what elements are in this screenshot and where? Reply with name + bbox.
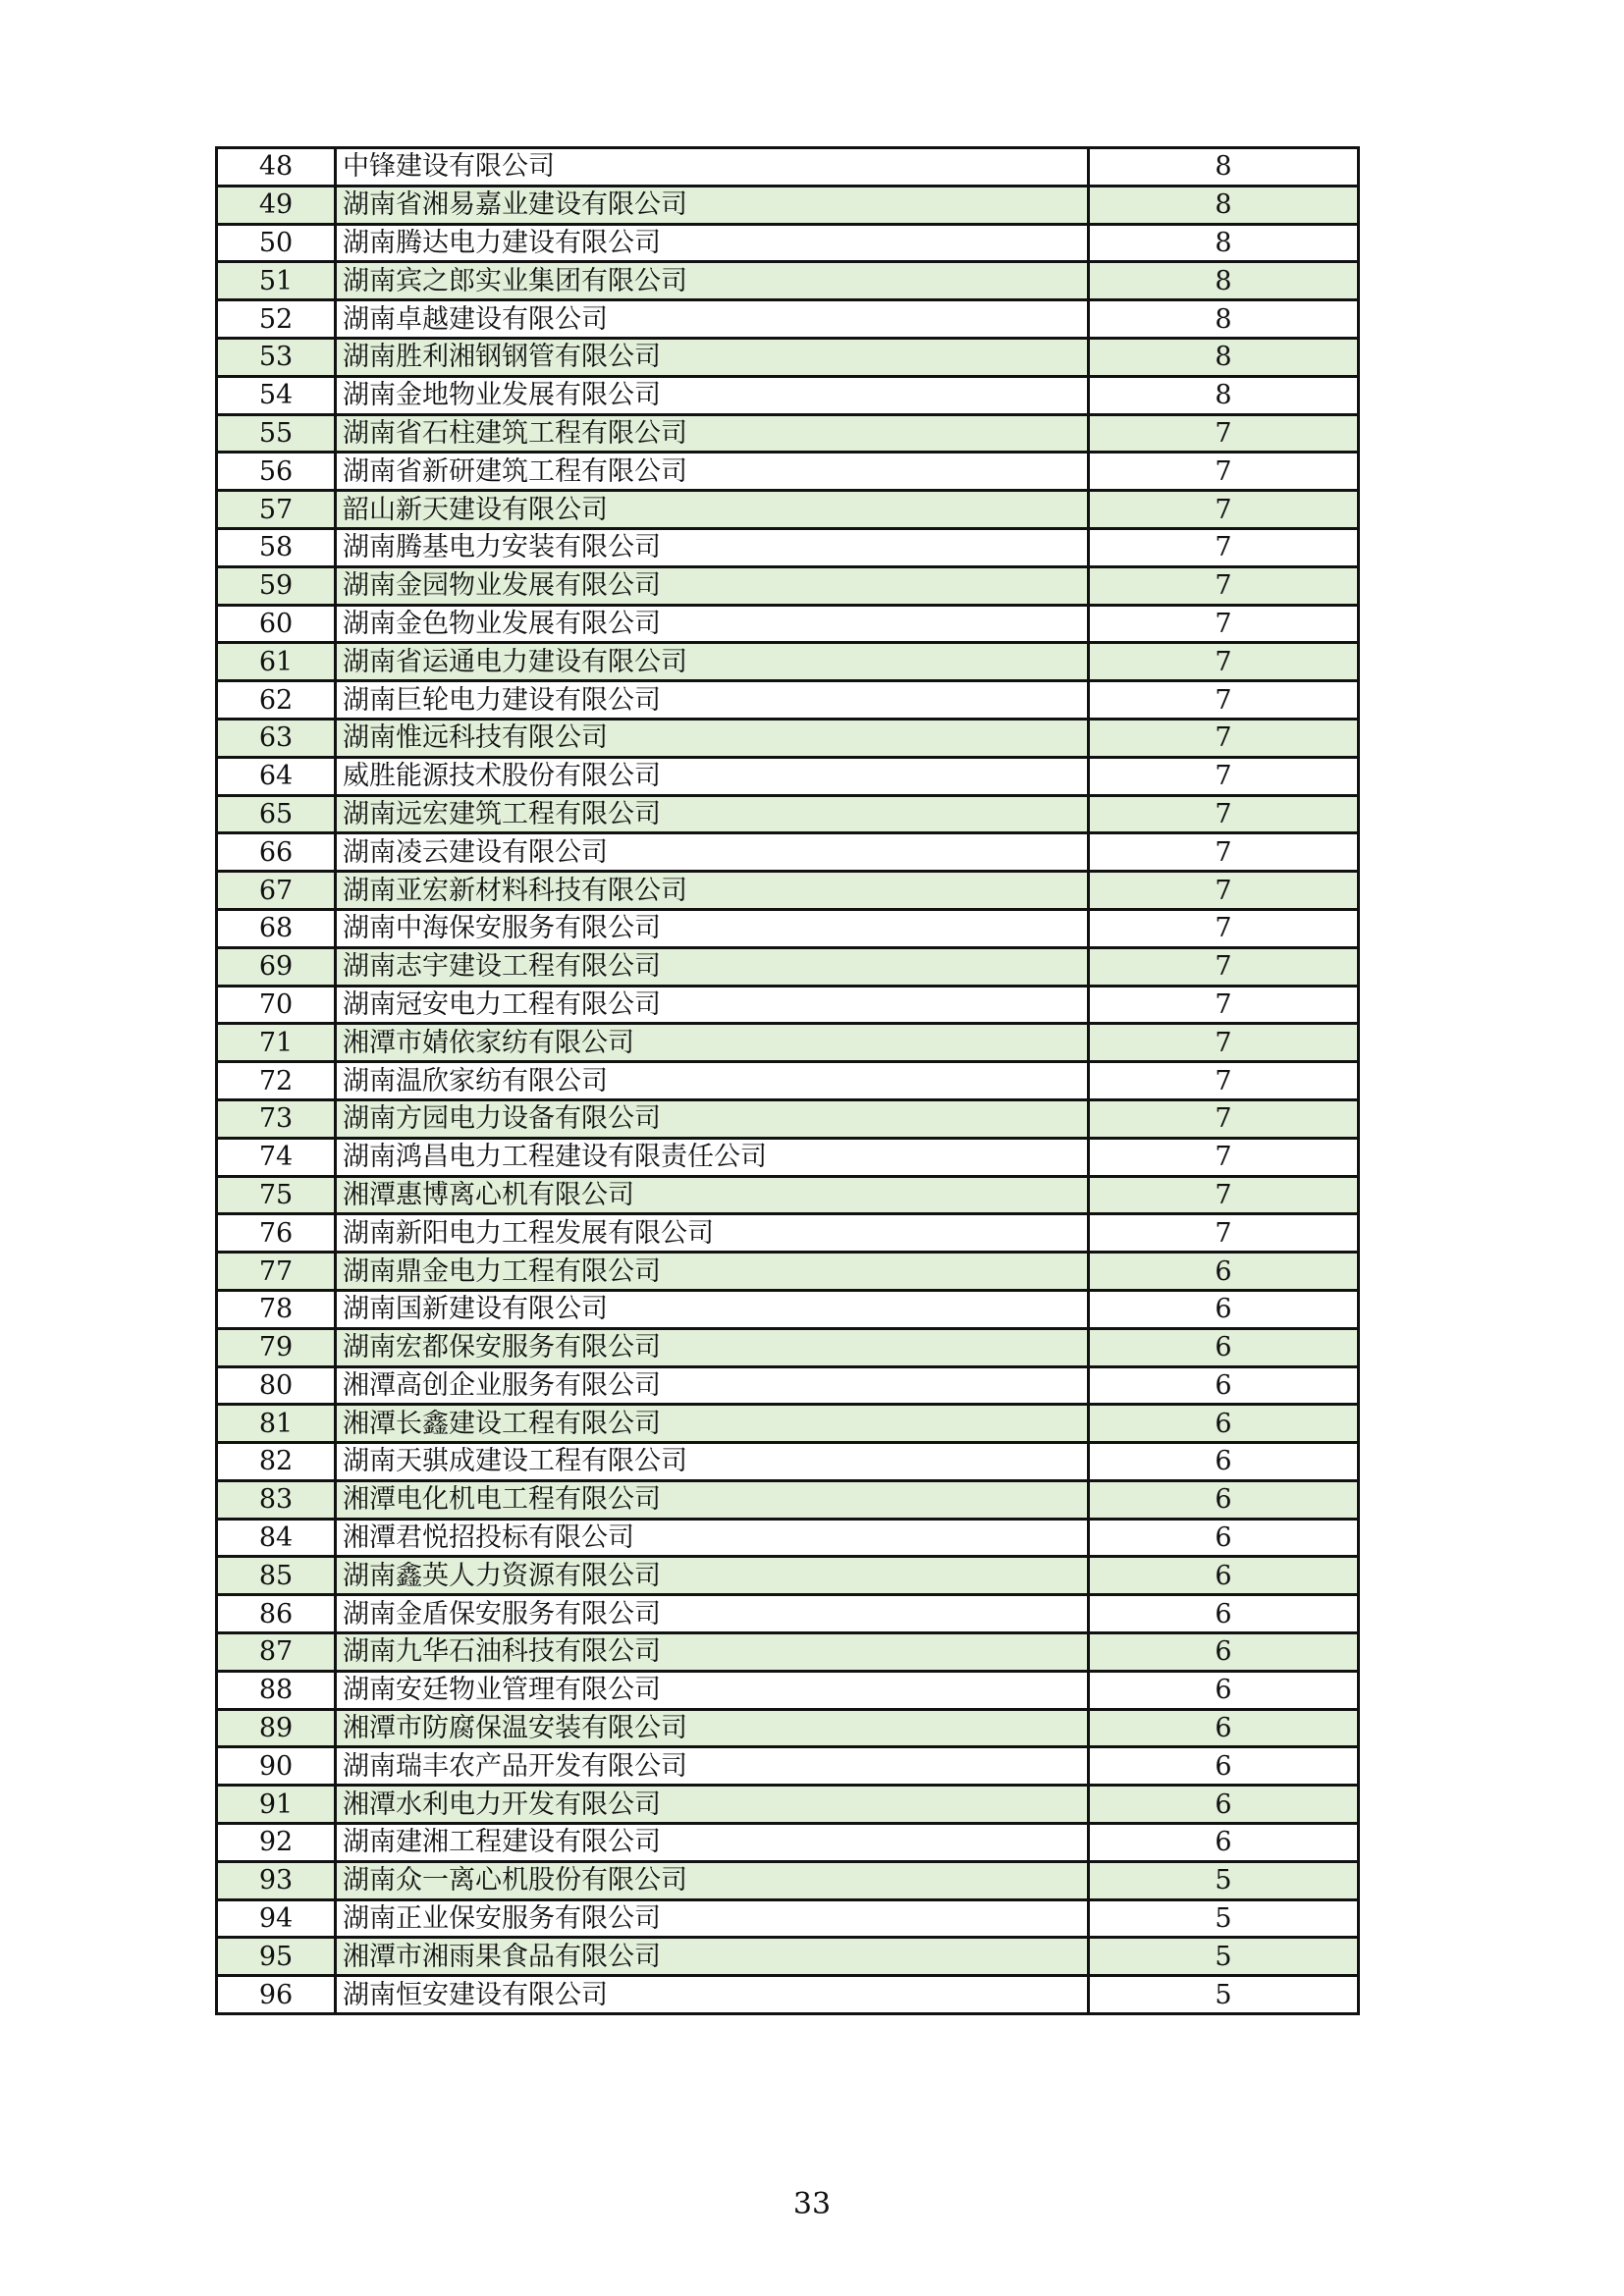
score-cell: 7 [1089,1176,1359,1214]
table-row [217,148,1359,187]
row-number-cell: 71 [217,1024,336,1062]
table-row [217,300,1359,339]
company-name-cell: 湖南腾达电力建设有限公司 [336,224,1089,262]
table-row [217,186,1359,224]
company-name-cell: 湖南中海保安服务有限公司 [336,909,1089,947]
score-cell: 7 [1089,566,1359,605]
table-row [217,1861,1359,1899]
table-row [217,338,1359,376]
company-name-cell: 湖南志宇建设工程有限公司 [336,947,1089,986]
score-cell: 8 [1089,224,1359,262]
company-name-cell: 湖南凌云建设有限公司 [336,833,1089,872]
table-row [217,1938,1359,1976]
score-cell: 7 [1089,605,1359,643]
row-number-cell: 94 [217,1899,336,1938]
row-number-cell: 90 [217,1747,336,1786]
company-name-cell: 湘潭长鑫建设工程有限公司 [336,1405,1089,1443]
row-number-cell: 62 [217,681,336,720]
row-number-cell: 79 [217,1328,336,1366]
score-cell: 5 [1089,1976,1359,2014]
score-cell: 7 [1089,1214,1359,1253]
company-name-cell: 湖南九华石油科技有限公司 [336,1633,1089,1672]
row-number-cell: 73 [217,1099,336,1138]
score-cell: 7 [1089,681,1359,720]
table-row [217,1557,1359,1595]
score-cell: 7 [1089,1138,1359,1176]
table-row [217,643,1359,681]
company-name-cell: 湘潭电化机电工程有限公司 [336,1480,1089,1519]
ranking-table [215,146,1360,2015]
score-cell: 7 [1089,1024,1359,1062]
company-name-cell: 湖南众一离心机股份有限公司 [336,1861,1089,1899]
company-name-cell: 湖南安廷物业管理有限公司 [336,1671,1089,1709]
score-cell: 6 [1089,1557,1359,1595]
row-number-cell: 54 [217,376,336,414]
row-number-cell: 66 [217,833,336,872]
table-row [217,833,1359,872]
score-cell: 6 [1089,1443,1359,1481]
company-name-cell: 湖南新阳电力工程发展有限公司 [336,1214,1089,1253]
score-cell: 7 [1089,414,1359,453]
company-name-cell: 湖南正业保安服务有限公司 [336,1899,1089,1938]
page-number: 33 [792,2187,832,2221]
table-row [217,1024,1359,1062]
score-cell: 6 [1089,1595,1359,1633]
row-number-cell: 68 [217,909,336,947]
company-name-cell: 湖南卓越建设有限公司 [336,300,1089,339]
table-row [217,1176,1359,1214]
table-row [217,1747,1359,1786]
company-name-cell: 湖南鑫英人力资源有限公司 [336,1557,1089,1595]
row-number-cell: 56 [217,453,336,491]
score-cell: 6 [1089,1671,1359,1709]
score-cell: 7 [1089,643,1359,681]
company-name-cell: 韶山新天建设有限公司 [336,491,1089,529]
company-name-cell: 湖南宾之郎实业集团有限公司 [336,262,1089,300]
table-row [217,1480,1359,1519]
company-name-cell: 湖南温欣家纺有限公司 [336,1062,1089,1100]
score-cell: 6 [1089,1633,1359,1672]
row-number-cell: 89 [217,1709,336,1747]
score-cell: 8 [1089,300,1359,339]
row-number-cell: 92 [217,1824,336,1862]
score-cell: 7 [1089,909,1359,947]
score-cell: 6 [1089,1786,1359,1824]
table-row [217,719,1359,757]
company-name-cell: 湘潭高创企业服务有限公司 [336,1366,1089,1405]
row-number-cell: 80 [217,1366,336,1405]
score-cell: 6 [1089,1824,1359,1862]
company-name-cell: 湘潭市湘雨果食品有限公司 [336,1938,1089,1976]
row-number-cell: 67 [217,872,336,910]
company-name-cell: 湘潭市婧依家纺有限公司 [336,1024,1089,1062]
company-name-cell: 湖南亚宏新材料科技有限公司 [336,872,1089,910]
table-row [217,1671,1359,1709]
row-number-cell: 55 [217,414,336,453]
row-number-cell: 52 [217,300,336,339]
table-row [217,224,1359,262]
company-name-cell: 湖南远宏建筑工程有限公司 [336,795,1089,833]
score-cell: 8 [1089,376,1359,414]
table-row [217,1253,1359,1291]
company-name-cell: 湖南方园电力设备有限公司 [336,1099,1089,1138]
company-name-cell: 湖南巨轮电力建设有限公司 [336,681,1089,720]
company-name-cell: 湖南瑞丰农产品开发有限公司 [336,1747,1089,1786]
table-row [217,1138,1359,1176]
table-row [217,872,1359,910]
row-number-cell: 57 [217,491,336,529]
company-name-cell: 湖南恒安建设有限公司 [336,1976,1089,2014]
row-number-cell: 49 [217,186,336,224]
row-number-cell: 53 [217,338,336,376]
company-name-cell: 湖南天骐成建设工程有限公司 [336,1443,1089,1481]
company-name-cell: 湖南省新研建筑工程有限公司 [336,453,1089,491]
table-row [217,1824,1359,1862]
company-name-cell: 湖南惟远科技有限公司 [336,719,1089,757]
row-number-cell: 50 [217,224,336,262]
row-number-cell: 72 [217,1062,336,1100]
company-name-cell: 湖南金园物业发展有限公司 [336,566,1089,605]
table-row [217,566,1359,605]
table-row [217,453,1359,491]
ranking-table-body [217,148,1359,2014]
company-name-cell: 湖南金地物业发展有限公司 [336,376,1089,414]
score-cell: 7 [1089,947,1359,986]
score-cell: 8 [1089,262,1359,300]
row-number-cell: 60 [217,605,336,643]
table-row [217,528,1359,566]
row-number-cell: 78 [217,1290,336,1328]
score-cell: 5 [1089,1861,1359,1899]
row-number-cell: 59 [217,566,336,605]
row-number-cell: 48 [217,148,336,187]
row-number-cell: 76 [217,1214,336,1253]
company-name-cell: 湖南金盾保安服务有限公司 [336,1595,1089,1633]
table-row [217,605,1359,643]
table-row [217,1290,1359,1328]
score-cell: 7 [1089,833,1359,872]
row-number-cell: 86 [217,1595,336,1633]
table-row [217,1405,1359,1443]
row-number-cell: 63 [217,719,336,757]
table-row [217,1899,1359,1938]
table-row [217,1633,1359,1672]
company-name-cell: 湖南胜利湘钢钢管有限公司 [336,338,1089,376]
row-number-cell: 87 [217,1633,336,1672]
table-row [217,1099,1359,1138]
row-number-cell: 65 [217,795,336,833]
company-name-cell: 湘潭君悦招投标有限公司 [336,1519,1089,1557]
table-row [217,1062,1359,1100]
score-cell: 7 [1089,528,1359,566]
row-number-cell: 74 [217,1138,336,1176]
table-row [217,491,1359,529]
table-row [217,757,1359,795]
table-row [217,947,1359,986]
score-cell: 6 [1089,1480,1359,1519]
score-cell: 6 [1089,1405,1359,1443]
company-name-cell: 湘潭惠博离心机有限公司 [336,1176,1089,1214]
row-number-cell: 70 [217,986,336,1024]
score-cell: 8 [1089,148,1359,187]
table-row [217,1366,1359,1405]
table-row [217,1443,1359,1481]
company-name-cell: 湘潭水利电力开发有限公司 [336,1786,1089,1824]
score-cell: 7 [1089,491,1359,529]
row-number-cell: 88 [217,1671,336,1709]
score-cell: 7 [1089,795,1359,833]
company-name-cell: 湖南省运通电力建设有限公司 [336,643,1089,681]
company-name-cell: 湖南鸿昌电力工程建设有限责任公司 [336,1138,1089,1176]
score-cell: 6 [1089,1747,1359,1786]
row-number-cell: 91 [217,1786,336,1824]
table-row [217,1214,1359,1253]
company-name-cell: 湘潭市防腐保温安装有限公司 [336,1709,1089,1747]
company-name-cell: 中锋建设有限公司 [336,148,1089,187]
score-cell: 6 [1089,1328,1359,1366]
company-name-cell: 威胜能源技术股份有限公司 [336,757,1089,795]
table-row [217,376,1359,414]
row-number-cell: 69 [217,947,336,986]
company-name-cell: 湖南国新建设有限公司 [336,1290,1089,1328]
score-cell: 6 [1089,1290,1359,1328]
row-number-cell: 84 [217,1519,336,1557]
row-number-cell: 95 [217,1938,336,1976]
score-cell: 8 [1089,186,1359,224]
row-number-cell: 81 [217,1405,336,1443]
row-number-cell: 51 [217,262,336,300]
score-cell: 7 [1089,1062,1359,1100]
table-row [217,1519,1359,1557]
row-number-cell: 77 [217,1253,336,1291]
table-row [217,1595,1359,1633]
company-name-cell: 湖南鼎金电力工程有限公司 [336,1253,1089,1291]
company-name-cell: 湖南腾基电力安装有限公司 [336,528,1089,566]
table-row [217,1328,1359,1366]
row-number-cell: 58 [217,528,336,566]
company-name-cell: 湖南省石柱建筑工程有限公司 [336,414,1089,453]
table-row [217,1709,1359,1747]
company-name-cell: 湖南建湘工程建设有限公司 [336,1824,1089,1862]
score-cell: 7 [1089,986,1359,1024]
score-cell: 7 [1089,872,1359,910]
score-cell: 6 [1089,1253,1359,1291]
row-number-cell: 93 [217,1861,336,1899]
table-row [217,414,1359,453]
company-name-cell: 湖南宏都保安服务有限公司 [336,1328,1089,1366]
company-name-cell: 湖南省湘易嘉业建设有限公司 [336,186,1089,224]
score-cell: 7 [1089,453,1359,491]
row-number-cell: 64 [217,757,336,795]
score-cell: 7 [1089,757,1359,795]
table-row [217,986,1359,1024]
company-name-cell: 湖南金色物业发展有限公司 [336,605,1089,643]
row-number-cell: 75 [217,1176,336,1214]
score-cell: 5 [1089,1938,1359,1976]
company-name-cell: 湖南冠安电力工程有限公司 [336,986,1089,1024]
table-row [217,1976,1359,2014]
row-number-cell: 85 [217,1557,336,1595]
table-row [217,1786,1359,1824]
table-row [217,681,1359,720]
score-cell: 6 [1089,1709,1359,1747]
score-cell: 6 [1089,1366,1359,1405]
table-row [217,909,1359,947]
score-cell: 5 [1089,1899,1359,1938]
score-cell: 8 [1089,338,1359,376]
row-number-cell: 61 [217,643,336,681]
row-number-cell: 83 [217,1480,336,1519]
table-row [217,262,1359,300]
score-cell: 6 [1089,1519,1359,1557]
score-cell: 7 [1089,719,1359,757]
row-number-cell: 82 [217,1443,336,1481]
score-cell: 7 [1089,1099,1359,1138]
table-row [217,795,1359,833]
row-number-cell: 96 [217,1976,336,2014]
